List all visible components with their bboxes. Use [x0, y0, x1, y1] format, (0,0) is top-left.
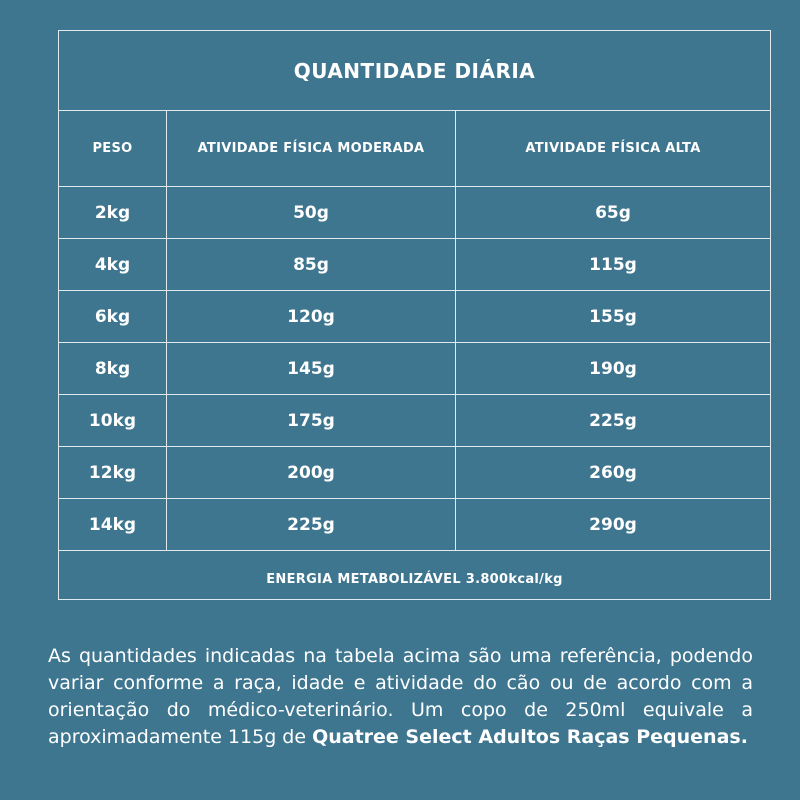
moderate-cell: 145g — [167, 343, 456, 394]
table-row — [59, 291, 770, 343]
moderate-cell: 225g — [167, 499, 456, 550]
table-title: QUANTIDADE DIÁRIA — [59, 31, 770, 111]
header-moderate-activity: ATIVIDADE FÍSICA MODERADA — [167, 111, 456, 186]
table-row — [59, 499, 770, 551]
feeding-note — [48, 643, 753, 751]
product-name: Quatree Select Adultos Raças Pequenas. — [312, 726, 748, 748]
note-text: As quantidades indicadas na tabela acima são uma referência, podendo variar conforme a raça, idade e atividade do cão ou de acordo com a orientação do médico-veterinário. Um copo de 250ml equivale a aproximadamente 115g de — [48, 645, 753, 748]
energy-footer: ENERGIA METABOLIZÁVEL 3.800kcal/kg — [266, 571, 563, 587]
high-cell: 155g — [589, 306, 637, 327]
weight-cell: 4kg — [59, 239, 167, 290]
table-row — [59, 447, 770, 499]
high-cell: 290g — [589, 514, 637, 535]
high-cell: 190g — [589, 358, 637, 379]
moderate-cell: 200g — [167, 447, 456, 498]
table-row — [59, 239, 770, 291]
weight-cell: 6kg — [59, 291, 167, 342]
header-weight: PESO — [59, 111, 167, 186]
high-cell: 225g — [589, 410, 637, 431]
high-cell: 65g — [595, 202, 631, 223]
weight-cell: 12kg — [59, 447, 167, 498]
high-cell: 260g — [589, 462, 637, 483]
table-row — [59, 187, 770, 239]
moderate-cell: 175g — [167, 395, 456, 446]
table-row — [59, 395, 770, 447]
moderate-cell: 120g — [167, 291, 456, 342]
weight-cell: 14kg — [59, 499, 167, 550]
weight-cell: 10kg — [59, 395, 167, 446]
high-cell: 115g — [589, 254, 637, 275]
weight-cell: 2kg — [59, 187, 167, 238]
moderate-cell: 50g — [167, 187, 456, 238]
weight-cell: 8kg — [59, 343, 167, 394]
table-header-row — [59, 111, 770, 187]
moderate-cell: 85g — [167, 239, 456, 290]
table-row — [59, 343, 770, 395]
feeding-table — [58, 30, 771, 600]
header-high-activity: ATIVIDADE FÍSICA ALTA — [525, 141, 701, 156]
